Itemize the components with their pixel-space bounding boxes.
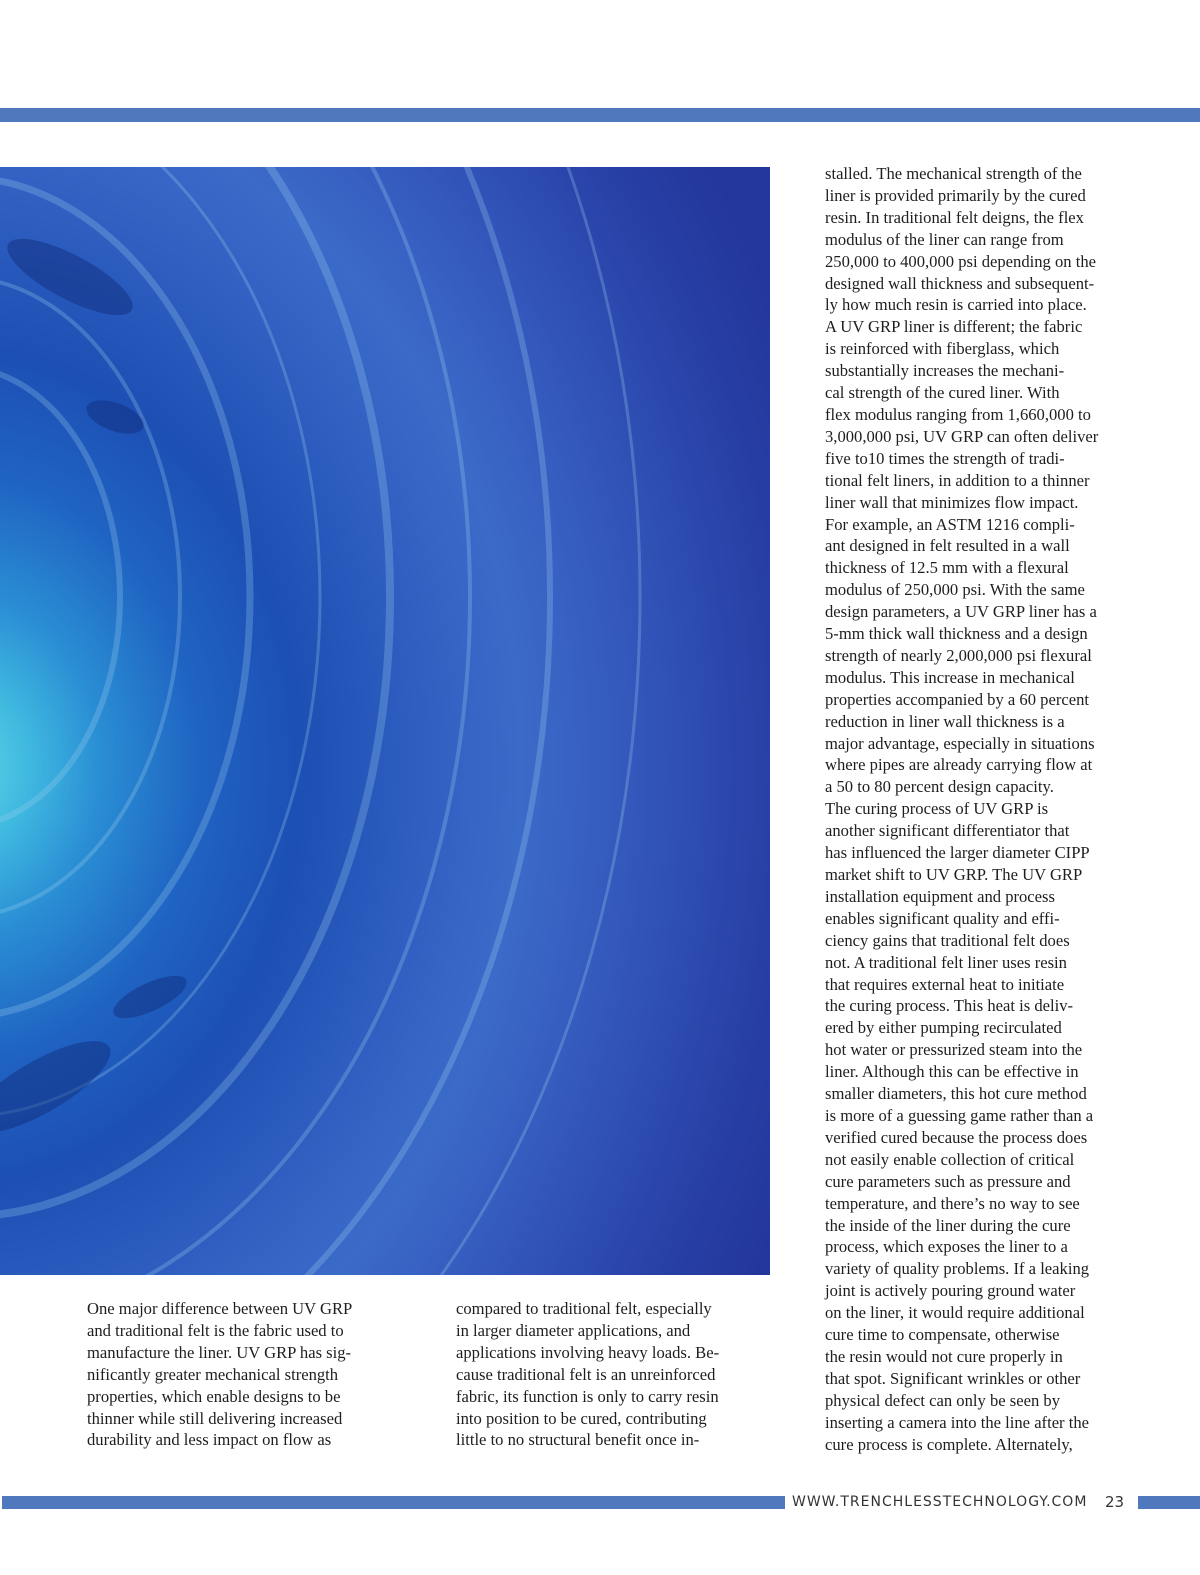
header-rule [0,108,1200,122]
footer-rule-right [1138,1496,1200,1509]
pipe-interior-photo [0,167,770,1275]
footer-rule-left [2,1496,785,1509]
article-column-1: One major difference between UV GRP and traditional felt is the fabric used to manufacture the liner. UV GRP has sig- nificantly greater mechanical strength properties, which enable designs to be thinner while still delivering increased durability and less impact on flow as [87,1299,353,1450]
pipe-rings-icon [0,167,770,1275]
article-column-2: compared to traditional felt, especially in larger diameter applications, and applications involving heavy loads. Be- cause traditional felt is an unreinforced fabric, its function is only to carry resin into position to be cured, contributing little to no structural benefit once in- [456,1299,720,1450]
article-column-3: stalled. The mechanical strength of the liner is provided primarily by the cured resin. In traditional felt deigns, the flex modulus of the liner can range from 250,000 to 400,000 psi depending on the designed wall thickness and subsequent- ly how much resin is carried into place. A UV GRP liner is different; the fabric is reinforced with fiberglass, which substantially increases the mechani- cal strength of the cured liner. With flex modulus ranging from 1,660,000 to 3,000,000 psi, UV GRP can often deliver five to10 times the strength of tradi- tional felt liners, in addition to a thinner liner wall that minimizes flow impact. For example, an ASTM 1216 compli- ant designed in felt resulted in a wall thickness of 12.5 mm with a flexural modulus of 250,000 psi. With the same design parameters, a UV GRP liner has a 5-mm thick wall thickness and a design strength of nearly 2,000,000 psi flexural modulus. This increase in mechanical properties accompanied by a 60 percent reduction in liner wall thickness is a major advantage, especially in situations where pipes are already carrying flow at a 50 to 80 percent design capacity. The curing process of UV GRP is another significant differentiator that has influenced the larger diameter CIPP market shift to UV GRP. The UV GRP installation equipment and process enables significant quality and effi- ciency gains that traditional felt does not. A traditional felt liner uses resin that requires external heat to initiate the curing process. This heat is deliv- ered by either pumping recirculated hot water or pressurized steam into the liner. Although this can be effective in smaller diameters, this hot cure method is more of a guessing game rather than a verified cured because the process does not easily enable collection of critical cure parameters such as pressure and temperature, and there’s no way to see the inside of the liner during the cure process, which exposes the liner to a variety of quality problems. If a leaking joint is actively pouring ground water on the liner, it would require additional cure time to compensate, otherwise the resin would not cure properly in that spot. Significant wrinkles or other physical defect can only be seen by inserting a camera into the line after the cure process is complete. Alternately, [825,164,1099,1454]
page-number: 23 [1105,1493,1125,1511]
footer-url: WWW.TRENCHLESSTECHNOLOGY.COM [792,1494,1088,1510]
